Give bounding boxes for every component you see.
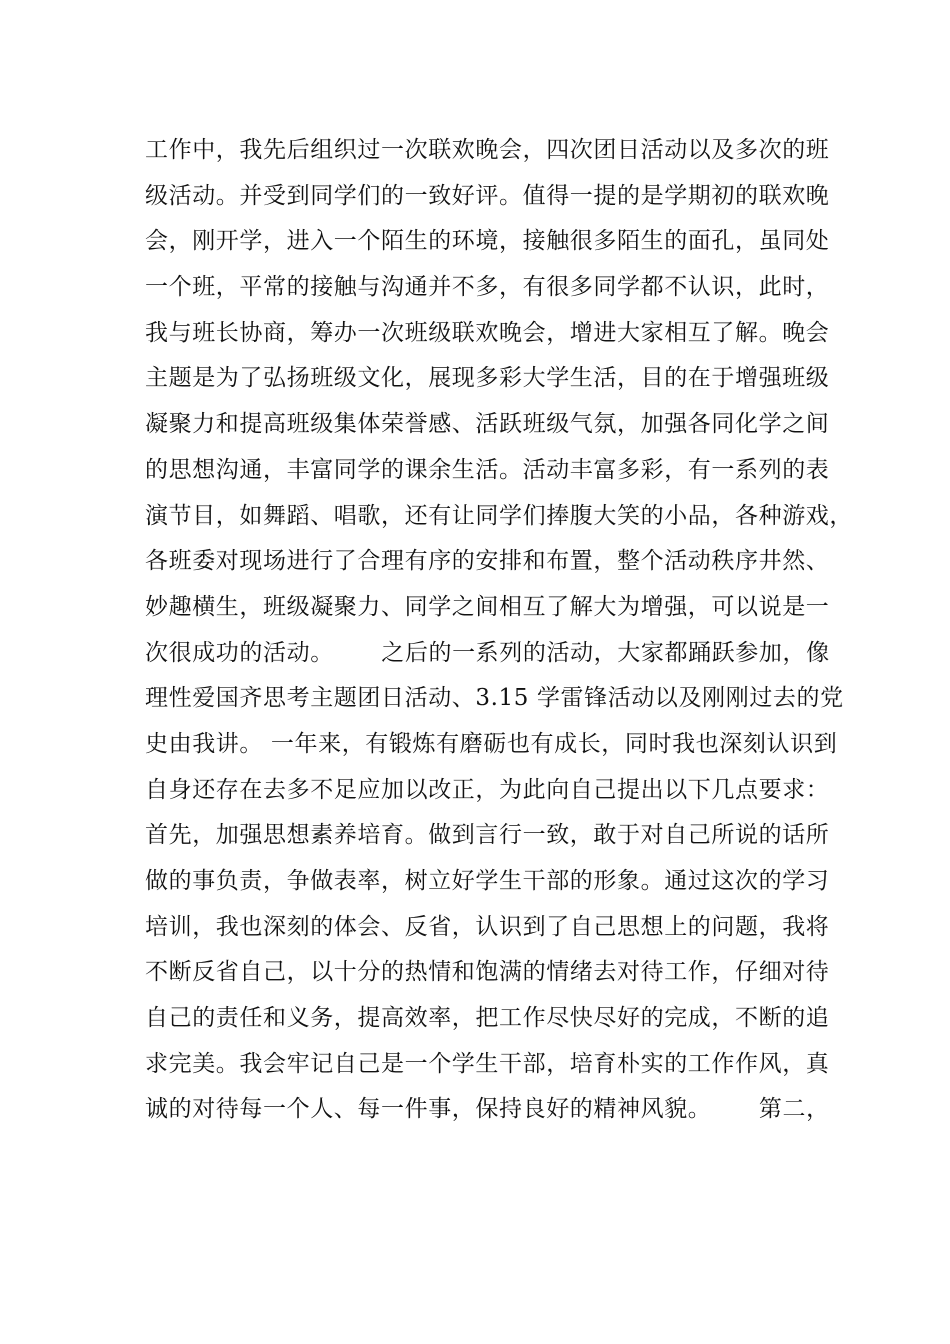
text-line: 首先，加强思想素养培育。做到言行一致，敢于对自己所说的话所 <box>145 822 830 849</box>
text-line: 妙趣横生，班级凝聚力、同学之间相互了解大为增强，可以说是一 <box>145 593 830 620</box>
text-line: 做的事负责，争做表率，树立好学生干部的形象。通过这次的学习 <box>145 868 830 894</box>
text-line: 自己的责任和义务，提高效率，把工作尽快尽好的完成，不断的追 <box>145 1005 830 1032</box>
text-line: 我与班长协商，筹办一次班级联欢晚会，增进大家相互了解。晚会 <box>145 319 830 346</box>
text-line: 自身还存在去多不足应加以改正，为此向自己提出以下几点要求： <box>145 776 830 803</box>
body-text <box>145 128 853 1133</box>
text-line: 一个班，平常的接触与沟通并不多，有很多同学都不认识，此时， <box>145 274 830 301</box>
text-line: 各班委对现场进行了合理有序的安排和布置，整个活动秩序井然、 <box>145 548 830 575</box>
text-line: 会，刚开学，进入一个陌生的环境，接触很多陌生的面孔，虽同处 <box>145 228 830 255</box>
text-line: 工作中，我先后组织过一次联欢晚会，四次团日活动以及多次的班 <box>145 137 830 163</box>
text-line: 培训，我也深刻的体会、反省，认识到了自己思想上的问题，我将 <box>145 913 830 940</box>
text-line: 演节目，如舞蹈、唱歌，还有让同学们捧腹大笑的小品，各种游戏， <box>145 502 853 529</box>
text-line: 凝聚力和提高班级集体荣誉感、活跃班级气氛，加强各同化学之间 <box>145 411 830 438</box>
text-line: 诚的对待每一个人、每一件事，保持良好的精神风貌。 第二， <box>145 1096 830 1123</box>
text-line: 的思想沟通，丰富同学的课余生活。活动丰富多彩，有一系列的表 <box>145 456 830 483</box>
text-line: 级活动。并受到同学们的一致好评。值得一提的是学期初的联欢晚 <box>145 182 830 209</box>
text-line: 次很成功的活动。 之后的一系列的活动，大家都踊跃参加，像 <box>145 639 830 666</box>
text-line: 求完美。我会牢记自己是一个学生干部，培育朴实的工作作风，真 <box>145 1050 830 1077</box>
text-line: 理性爱国齐思考主题团日活动、3.15 学雷锋活动以及刚刚过去的党 <box>145 685 844 712</box>
text-line: 主题是为了弘扬班级文化，展现多彩大学生活，目的在于增强班级 <box>145 365 830 392</box>
text-line: 不断反省自己，以十分的热情和饱满的情绪去对待工作，仔细对待 <box>145 959 830 986</box>
text-line: 史由我讲。 一年来，有锻炼有磨砺也有成长，同时我也深刻认识到 <box>145 730 838 757</box>
